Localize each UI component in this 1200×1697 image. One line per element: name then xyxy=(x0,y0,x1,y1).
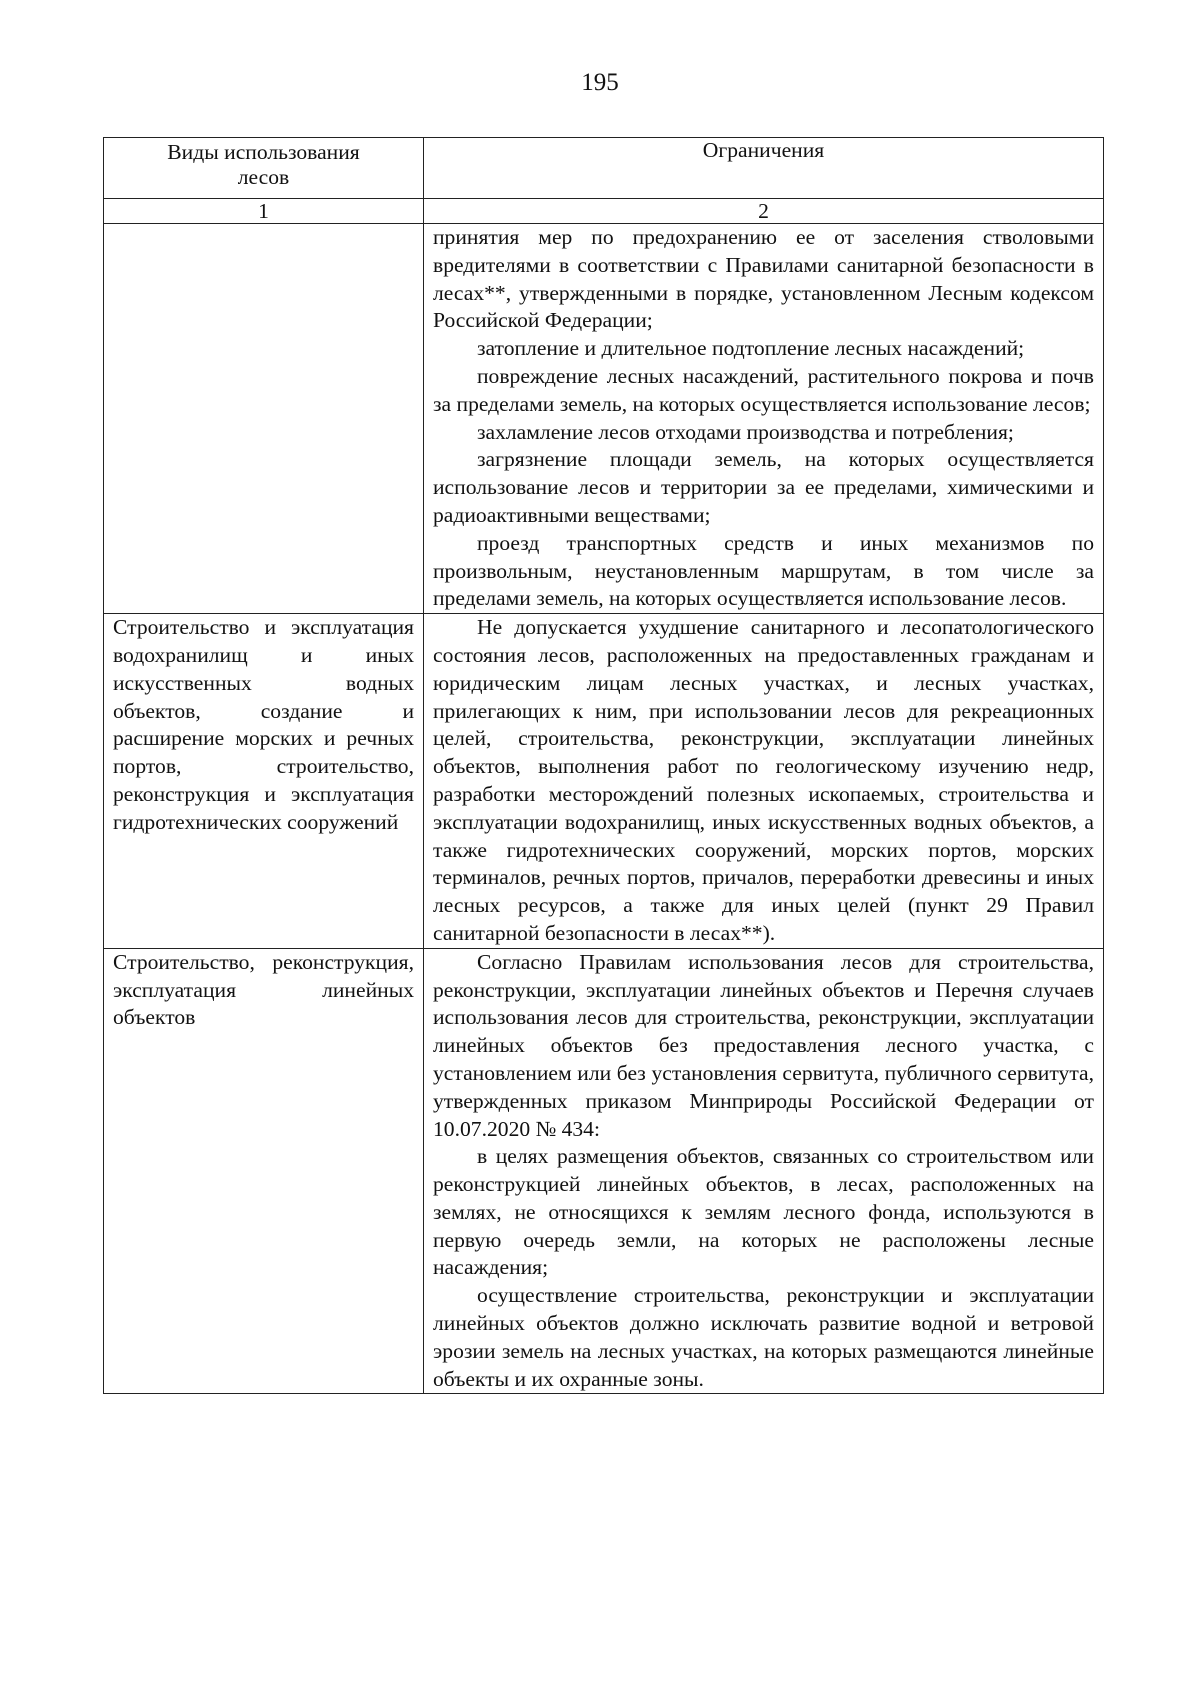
row1-paragraph-4: захламление лесов отходами производства и потребления; xyxy=(477,419,1014,444)
header-col-restrictions: Ограничения xyxy=(424,138,1104,199)
row3-paragraph-2: в целях размещения объектов, связанных со строительством или реконструкцией линейных объектов, в лесах, расположенных на землях, не относящихся к землям лесного фонда, используются в первую очередь земли, на которых не расположены лесные насаждения; xyxy=(433,1144,1094,1280)
row1-paragraph-5: загрязнение площади земель, на которых осуществляется использование лесов и территории за ее пределами, химическими и радиоактивными веществами; xyxy=(433,447,1094,527)
row3-restrictions-cell xyxy=(424,948,1104,1394)
header-col1-text: Виды использования лесов xyxy=(167,140,360,189)
header-col-forest-use-types xyxy=(104,138,424,199)
row1-paragraph-6: проезд транспортных средств и иных механизмов по произвольным, неустановленным маршрутам, в том числе за пределами земель, на которых осуществляется использование лесов. xyxy=(433,530,1094,611)
row2-type-cell xyxy=(104,614,424,949)
row1-paragraph-2: затопление и длительное подтопление лесных насаждений; xyxy=(477,336,1025,361)
table-row-linear-objects xyxy=(104,948,1104,1394)
row3-paragraph-3: осуществление строительства, реконструкции и эксплуатации линейных объектов должно исключать развитие водной и ветровой эрозии земель на лесных участках, на которых размещаются линейные объекты и их охранные зоны. xyxy=(433,1283,1094,1391)
column-number-1: 1 xyxy=(104,199,424,224)
row3-paragraph-1: Согласно Правилам использования лесов для строительства, реконструкции, эксплуатации линейных объектов и Перечня случаев использования лесов для строительства, реконструкции, эксплуатации линейных объектов без предоставления лесного участка, с установлением или без установления сервитута, публичного сервитута, утвержденных приказом Минприроды Российской Федерации от 10.07.2020 № 434: xyxy=(433,949,1094,1141)
row3-type: Строительство, реконструкция, эксплуатация линейных объектов xyxy=(113,949,414,1030)
row3-type-cell xyxy=(104,948,424,1394)
table-row-reservoirs-ports xyxy=(104,614,1104,949)
row2-paragraph-1: Не допускается ухудшение санитарного и лесопатологического состояния лесов, расположенных на предоставленных гражданам и юридическим лицам лесных участках, и лесных участках, прилегающих к ним, при использовании лесов для рекреационных целей, строительства, реконструкции, эксплуатации линейных объектов, выполнения работ по геологическому изучению недр, разработки месторождений полезных ископаемых, строительства и эксплуатации водохранилищ, иных искусственных водных объектов, а также гидротехнических сооружений, морских портов, морских терминалов, речных портов, причалов, переработки древесины и иных лесных ресурсов, а также для иных целей (пункт 29 Правил санитарной безопасности в лесах**). xyxy=(433,615,1094,945)
table-header-row xyxy=(104,138,1104,199)
column-numbering-row xyxy=(104,199,1104,224)
row1-paragraph-3: повреждение лесных насаждений, растительного покрова и почв за пределами земель, на которых осуществляется использование лесов; xyxy=(433,363,1094,416)
row1-restrictions-cell xyxy=(424,224,1104,614)
row1-paragraph-1: принятия мер по предохранению ее от заселения стволовыми вредителями в соответствии с Правилами санитарной безопасности в лесах**, утвержденными в порядке, установленном Лесным кодексом Российской Федерации; xyxy=(433,225,1094,333)
forest-use-restrictions-table xyxy=(103,137,1104,1394)
table-row-continuation xyxy=(104,224,1104,614)
row2-restrictions-cell xyxy=(424,614,1104,949)
column-number-2: 2 xyxy=(424,199,1104,224)
page-number: 195 xyxy=(581,69,619,96)
row2-type: Строительство и эксплуатация водохранилищ и иных искусственных водных объектов, создание и расширение морских и речных портов, строительство, реконструкция и эксплуатация гидротехнических сооружений xyxy=(113,615,414,834)
row1-type-cell xyxy=(104,224,424,614)
